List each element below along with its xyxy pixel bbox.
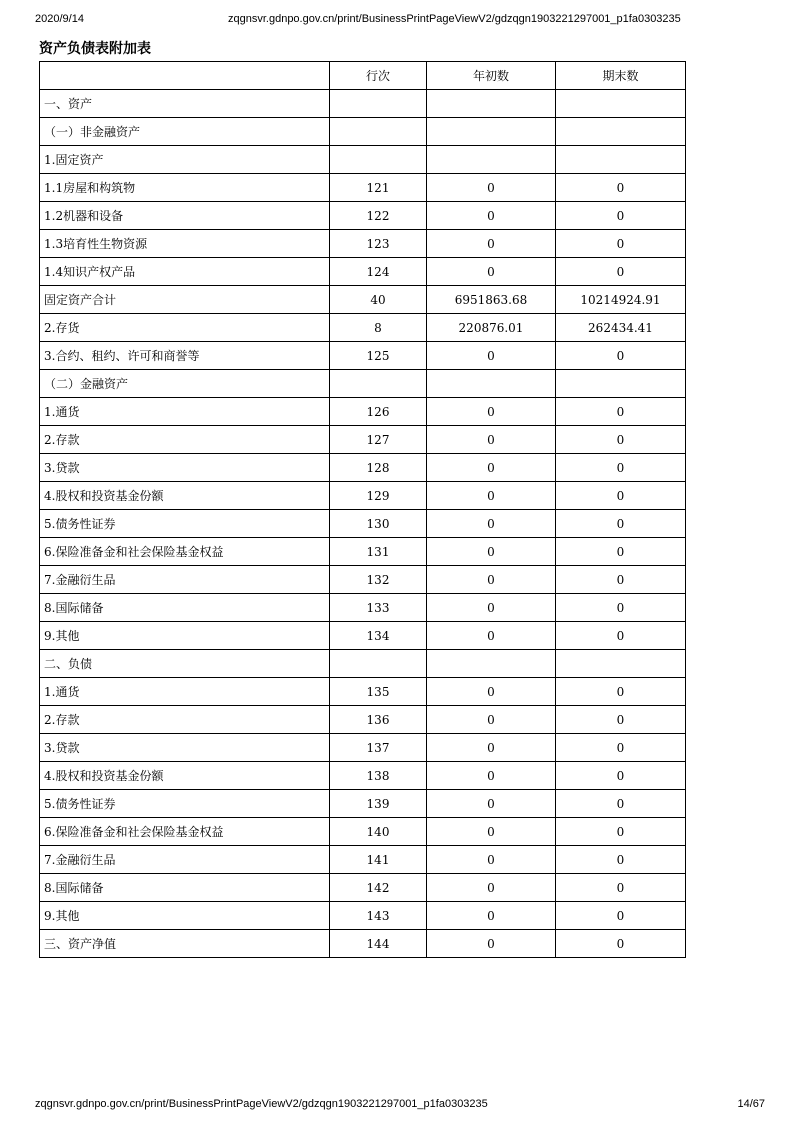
- cell-opening: 0: [427, 202, 556, 230]
- cell-item: 2.存货: [40, 314, 330, 342]
- cell-line-no: 126: [330, 398, 427, 426]
- cell-line-no: 141: [330, 846, 427, 874]
- table-row: [40, 734, 686, 762]
- cell-closing: 0: [556, 566, 686, 594]
- cell-opening: 0: [427, 874, 556, 902]
- cell-closing: 0: [556, 762, 686, 790]
- cell-line-no: 40: [330, 286, 427, 314]
- cell-line-no: 144: [330, 930, 427, 958]
- cell-line-no: [330, 146, 427, 174]
- table-row: [40, 930, 686, 958]
- cell-item: 3.贷款: [40, 734, 330, 762]
- column-header-opening: 年初数: [427, 62, 556, 90]
- cell-closing: 0: [556, 790, 686, 818]
- table-row: [40, 566, 686, 594]
- cell-opening: [427, 146, 556, 174]
- cell-item: 4.股权和投资基金份额: [40, 762, 330, 790]
- cell-item: （一）非金融资产: [40, 118, 330, 146]
- cell-closing: 0: [556, 930, 686, 958]
- table-row: [40, 678, 686, 706]
- table-header-row: [40, 62, 686, 90]
- cell-closing: 0: [556, 706, 686, 734]
- cell-item: 8.国际储备: [40, 594, 330, 622]
- table-row: [40, 174, 686, 202]
- cell-item: 2.存款: [40, 426, 330, 454]
- cell-closing: 0: [556, 174, 686, 202]
- table-row: [40, 314, 686, 342]
- table-row: [40, 286, 686, 314]
- cell-opening: 0: [427, 902, 556, 930]
- cell-item: 5.债务性证券: [40, 790, 330, 818]
- table-row: [40, 818, 686, 846]
- table-row: [40, 342, 686, 370]
- cell-closing: 0: [556, 426, 686, 454]
- cell-item: 7.金融衍生品: [40, 566, 330, 594]
- cell-closing: 0: [556, 678, 686, 706]
- table-row: [40, 398, 686, 426]
- cell-opening: [427, 650, 556, 678]
- cell-item: 2.存款: [40, 706, 330, 734]
- cell-closing: [556, 146, 686, 174]
- cell-opening: 0: [427, 622, 556, 650]
- cell-line-no: 122: [330, 202, 427, 230]
- cell-closing: 0: [556, 482, 686, 510]
- cell-item: 1.通货: [40, 398, 330, 426]
- cell-line-no: 142: [330, 874, 427, 902]
- cell-opening: 0: [427, 678, 556, 706]
- cell-item: 固定资产合计: [40, 286, 330, 314]
- cell-line-no: 133: [330, 594, 427, 622]
- table-row: [40, 118, 686, 146]
- cell-item: 1.通货: [40, 678, 330, 706]
- cell-closing: 0: [556, 734, 686, 762]
- print-url: zqgnsvr.gdnpo.gov.cn/print/BusinessPrintPageViewV2/gdzqgn1903221297001_p1fa0303235: [228, 13, 681, 25]
- cell-opening: 0: [427, 706, 556, 734]
- cell-line-no: 132: [330, 566, 427, 594]
- cell-item: 6.保险准备金和社会保险基金权益: [40, 818, 330, 846]
- cell-closing: 0: [556, 202, 686, 230]
- table-row: [40, 454, 686, 482]
- cell-item: 一、资产: [40, 90, 330, 118]
- cell-opening: 220876.01: [427, 314, 556, 342]
- cell-item: 1.4知识产权产品: [40, 258, 330, 286]
- table-row: [40, 90, 686, 118]
- cell-line-no: [330, 650, 427, 678]
- cell-closing: 0: [556, 230, 686, 258]
- cell-item: 三、资产净值: [40, 930, 330, 958]
- cell-opening: 0: [427, 566, 556, 594]
- cell-line-no: 123: [330, 230, 427, 258]
- table-row: [40, 706, 686, 734]
- cell-line-no: 139: [330, 790, 427, 818]
- cell-closing: 0: [556, 818, 686, 846]
- cell-item: 3.合约、租约、许可和商誉等: [40, 342, 330, 370]
- cell-opening: 0: [427, 174, 556, 202]
- cell-opening: [427, 370, 556, 398]
- cell-closing: [556, 650, 686, 678]
- cell-opening: 0: [427, 818, 556, 846]
- cell-opening: 0: [427, 398, 556, 426]
- cell-line-no: 131: [330, 538, 427, 566]
- cell-line-no: 134: [330, 622, 427, 650]
- cell-line-no: 121: [330, 174, 427, 202]
- table-row: [40, 202, 686, 230]
- table-row: [40, 594, 686, 622]
- cell-item: 4.股权和投资基金份额: [40, 482, 330, 510]
- table-row: [40, 622, 686, 650]
- column-header-closing: 期末数: [556, 62, 686, 90]
- cell-line-no: 143: [330, 902, 427, 930]
- cell-closing: 10214924.91: [556, 286, 686, 314]
- table-row: [40, 146, 686, 174]
- cell-item: 5.债务性证券: [40, 510, 330, 538]
- cell-opening: 6951863.68: [427, 286, 556, 314]
- cell-line-no: [330, 118, 427, 146]
- cell-line-no: 137: [330, 734, 427, 762]
- cell-line-no: 125: [330, 342, 427, 370]
- cell-item: 9.其他: [40, 902, 330, 930]
- cell-closing: 0: [556, 342, 686, 370]
- cell-closing: 0: [556, 510, 686, 538]
- cell-item: 1.2机器和设备: [40, 202, 330, 230]
- cell-item: 9.其他: [40, 622, 330, 650]
- print-date: 2020/9/14: [35, 13, 84, 25]
- cell-item: 二、负债: [40, 650, 330, 678]
- cell-opening: 0: [427, 930, 556, 958]
- cell-opening: 0: [427, 790, 556, 818]
- cell-line-no: 130: [330, 510, 427, 538]
- cell-closing: 0: [556, 846, 686, 874]
- cell-closing: 0: [556, 622, 686, 650]
- cell-line-no: [330, 370, 427, 398]
- cell-closing: 0: [556, 902, 686, 930]
- cell-opening: 0: [427, 454, 556, 482]
- cell-item: （二）金融资产: [40, 370, 330, 398]
- cell-line-no: 135: [330, 678, 427, 706]
- column-header-line-no: 行次: [330, 62, 427, 90]
- table-row: [40, 258, 686, 286]
- cell-opening: 0: [427, 230, 556, 258]
- table-row: [40, 762, 686, 790]
- cell-opening: 0: [427, 594, 556, 622]
- cell-line-no: 128: [330, 454, 427, 482]
- cell-line-no: 138: [330, 762, 427, 790]
- table-row: [40, 370, 686, 398]
- cell-line-no: 140: [330, 818, 427, 846]
- cell-line-no: 136: [330, 706, 427, 734]
- cell-closing: 262434.41: [556, 314, 686, 342]
- cell-closing: 0: [556, 454, 686, 482]
- table-row: [40, 538, 686, 566]
- cell-line-no: [330, 90, 427, 118]
- table-row: [40, 790, 686, 818]
- table-row: [40, 426, 686, 454]
- table-row: [40, 902, 686, 930]
- cell-item: 1.1房屋和构筑物: [40, 174, 330, 202]
- cell-closing: 0: [556, 874, 686, 902]
- cell-item: 7.金融衍生品: [40, 846, 330, 874]
- table-body: [40, 90, 686, 958]
- cell-item: 6.保险准备金和社会保险基金权益: [40, 538, 330, 566]
- cell-line-no: 8: [330, 314, 427, 342]
- cell-closing: 0: [556, 398, 686, 426]
- cell-item: 8.国际储备: [40, 874, 330, 902]
- table-row: [40, 846, 686, 874]
- table-row: [40, 510, 686, 538]
- cell-opening: 0: [427, 762, 556, 790]
- page-number: 14/67: [737, 1098, 765, 1110]
- page-title: 资产负债表附加表: [39, 41, 151, 57]
- cell-closing: [556, 118, 686, 146]
- cell-opening: 0: [427, 426, 556, 454]
- cell-opening: 0: [427, 734, 556, 762]
- footer-url: zqgnsvr.gdnpo.gov.cn/print/BusinessPrintPageViewV2/gdzqgn1903221297001_p1fa0303235: [35, 1098, 488, 1110]
- cell-opening: 0: [427, 482, 556, 510]
- cell-opening: 0: [427, 846, 556, 874]
- column-header-item: [40, 62, 330, 90]
- cell-closing: [556, 90, 686, 118]
- cell-opening: [427, 118, 556, 146]
- table-row: [40, 650, 686, 678]
- table-row: [40, 482, 686, 510]
- cell-closing: [556, 370, 686, 398]
- table-row: [40, 874, 686, 902]
- cell-line-no: 124: [330, 258, 427, 286]
- cell-opening: 0: [427, 538, 556, 566]
- cell-opening: 0: [427, 510, 556, 538]
- balance-sheet-table: [39, 61, 686, 958]
- cell-line-no: 129: [330, 482, 427, 510]
- cell-opening: [427, 90, 556, 118]
- cell-closing: 0: [556, 258, 686, 286]
- cell-opening: 0: [427, 342, 556, 370]
- cell-opening: 0: [427, 258, 556, 286]
- cell-line-no: 127: [330, 426, 427, 454]
- table-row: [40, 230, 686, 258]
- cell-closing: 0: [556, 594, 686, 622]
- cell-item: 1.3培育性生物资源: [40, 230, 330, 258]
- cell-item: 3.贷款: [40, 454, 330, 482]
- cell-item: 1.固定资产: [40, 146, 330, 174]
- cell-closing: 0: [556, 538, 686, 566]
